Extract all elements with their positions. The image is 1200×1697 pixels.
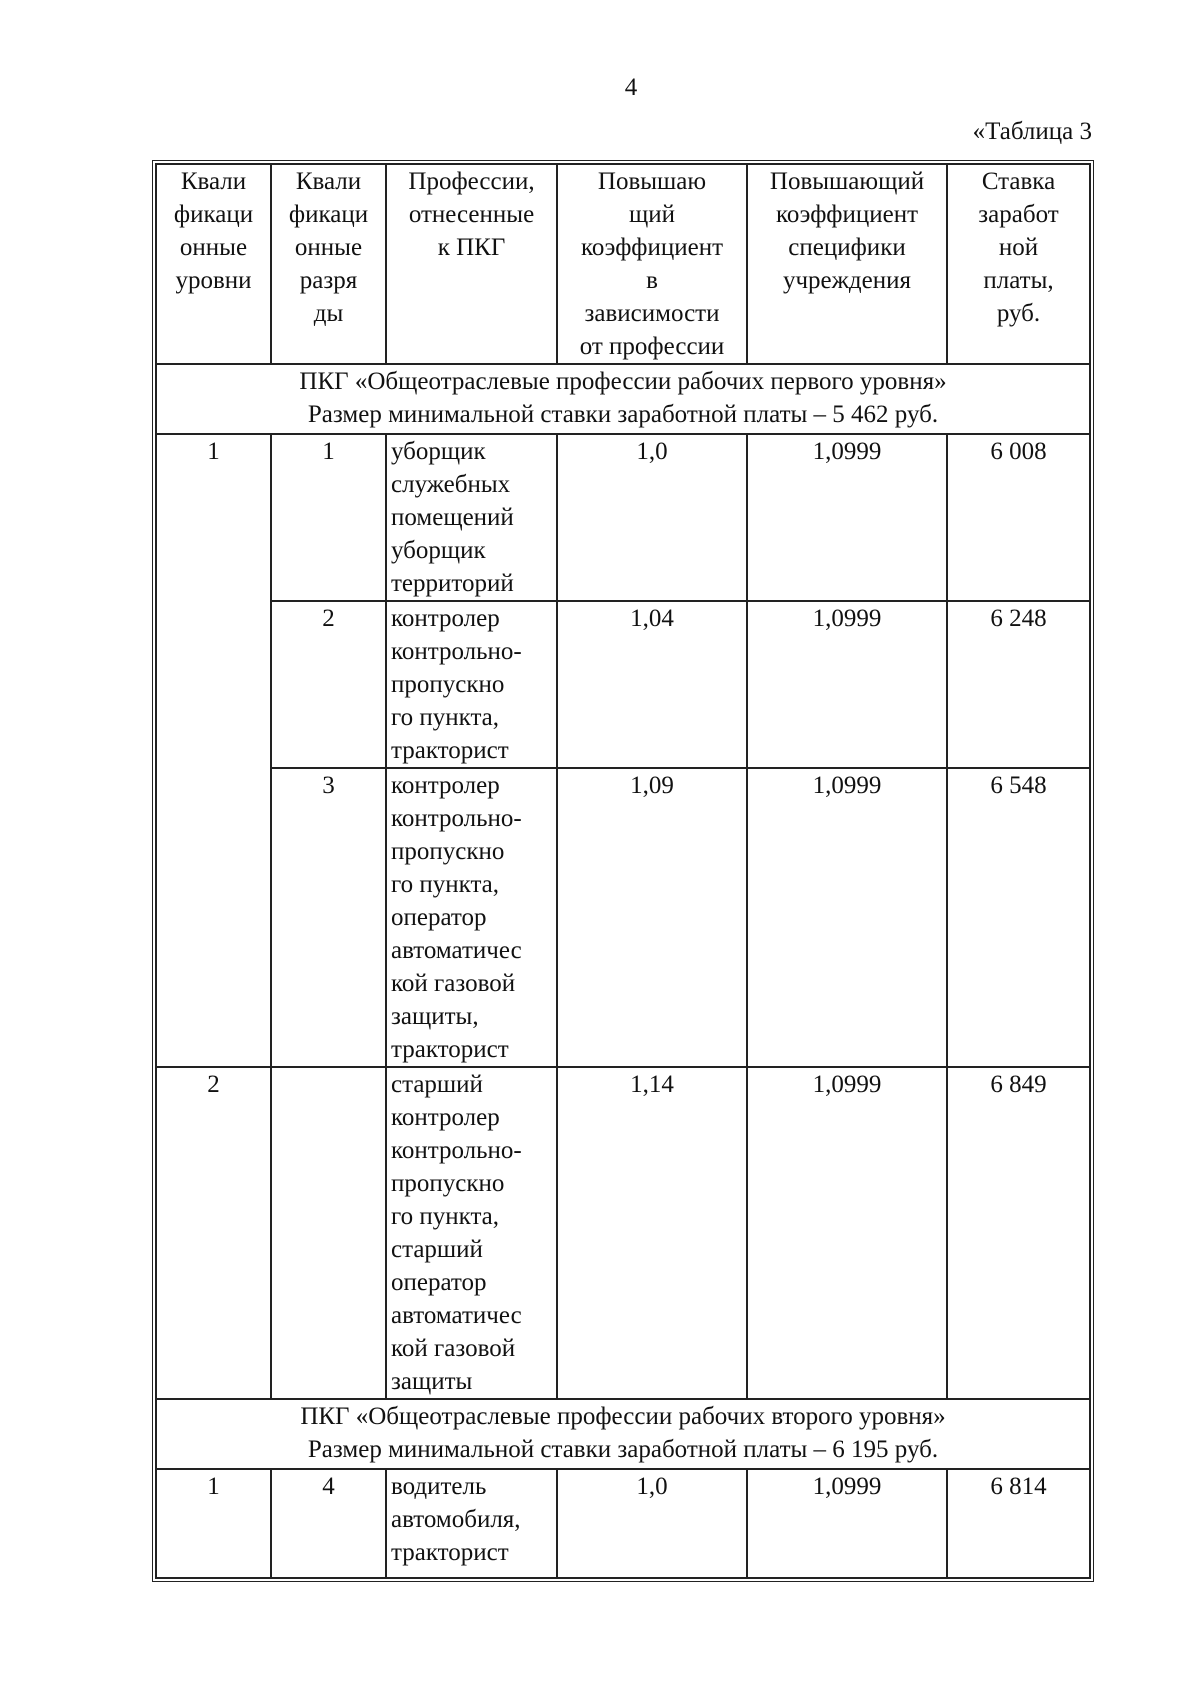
header-salary-rate: Ставка заработ ной платы, руб. (947, 164, 1090, 364)
qualification-grade-cell: 2 (271, 601, 386, 768)
page-number: 4 (624, 74, 638, 101)
profession-coefficient-cell: 1,09 (557, 768, 747, 1067)
profession-cell: контролер контрольно- пропускно го пункта, оператор автоматичес кой газовой защиты, тракторист (386, 768, 557, 1067)
profession-cell: уборщик служебных помещений уборщик территорий (386, 434, 557, 601)
salary-table (155, 163, 1091, 1579)
salary-rate-cell: 6 008 (947, 434, 1090, 601)
qualification-grade-cell (271, 1067, 386, 1399)
qualification-level-cell: 1 (156, 434, 271, 1067)
salary-rate-cell: 6 248 (947, 601, 1090, 768)
table-row (156, 1469, 1090, 1578)
profession-cell: старший контролер контрольно- пропускно го пункта, старший оператор автоматичес кой газовой защиты (386, 1067, 557, 1399)
profession-coefficient-cell: 1,0 (557, 434, 747, 601)
salary-rate-cell: 6 548 (947, 768, 1090, 1067)
header-professions: Профессии, отнесенные к ПКГ (386, 164, 557, 364)
institution-coefficient-cell: 1,0999 (747, 768, 947, 1067)
header-qualification-grades: Квали фикаци онные разря ды (271, 164, 386, 364)
profession-coefficient-cell: 1,14 (557, 1067, 747, 1399)
institution-coefficient-cell: 1,0999 (747, 1469, 947, 1578)
section-row (156, 364, 1090, 434)
qualification-grade-cell: 3 (271, 768, 386, 1067)
header-profession-coefficient: Повышаю щий коэффициент в зависимости от профессии (557, 164, 747, 364)
salary-rate-cell: 6 849 (947, 1067, 1090, 1399)
institution-coefficient-cell: 1,0999 (747, 1067, 947, 1399)
profession-coefficient-cell: 1,0 (557, 1469, 747, 1578)
institution-coefficient-cell: 1,0999 (747, 434, 947, 601)
institution-coefficient-cell: 1,0999 (747, 601, 947, 768)
salary-rate-cell: 6 814 (947, 1469, 1090, 1578)
profession-cell: водитель автомобиля, тракторист (386, 1469, 557, 1578)
section-row (156, 1399, 1090, 1469)
header-institution-coefficient: Повышающий коэффициент специфики учреждения (747, 164, 947, 364)
header-qualification-levels: Квали фикаци онные уровни (156, 164, 271, 364)
table-header-row (156, 164, 1090, 364)
table-row (156, 768, 1090, 1067)
section-heading: ПКГ «Общеотраслевые профессии рабочих первого уровня» Размер минимальной ставки заработной платы – 5 462 руб. (156, 364, 1090, 434)
qualification-level-cell: 1 (156, 1469, 271, 1578)
table-row (156, 601, 1090, 768)
profession-coefficient-cell: 1,04 (557, 601, 747, 768)
profession-cell: контролер контрольно- пропускно го пункта, тракторист (386, 601, 557, 768)
qualification-grade-cell: 4 (271, 1469, 386, 1578)
section-heading: ПКГ «Общеотраслевые профессии рабочих второго уровня» Размер минимальной ставки заработной платы – 6 195 руб. (156, 1399, 1090, 1469)
table-row (156, 434, 1090, 601)
table-caption: «Таблица 3 (972, 118, 1092, 145)
qualification-grade-cell: 1 (271, 434, 386, 601)
qualification-level-cell: 2 (156, 1067, 271, 1399)
table-row (156, 1067, 1090, 1399)
